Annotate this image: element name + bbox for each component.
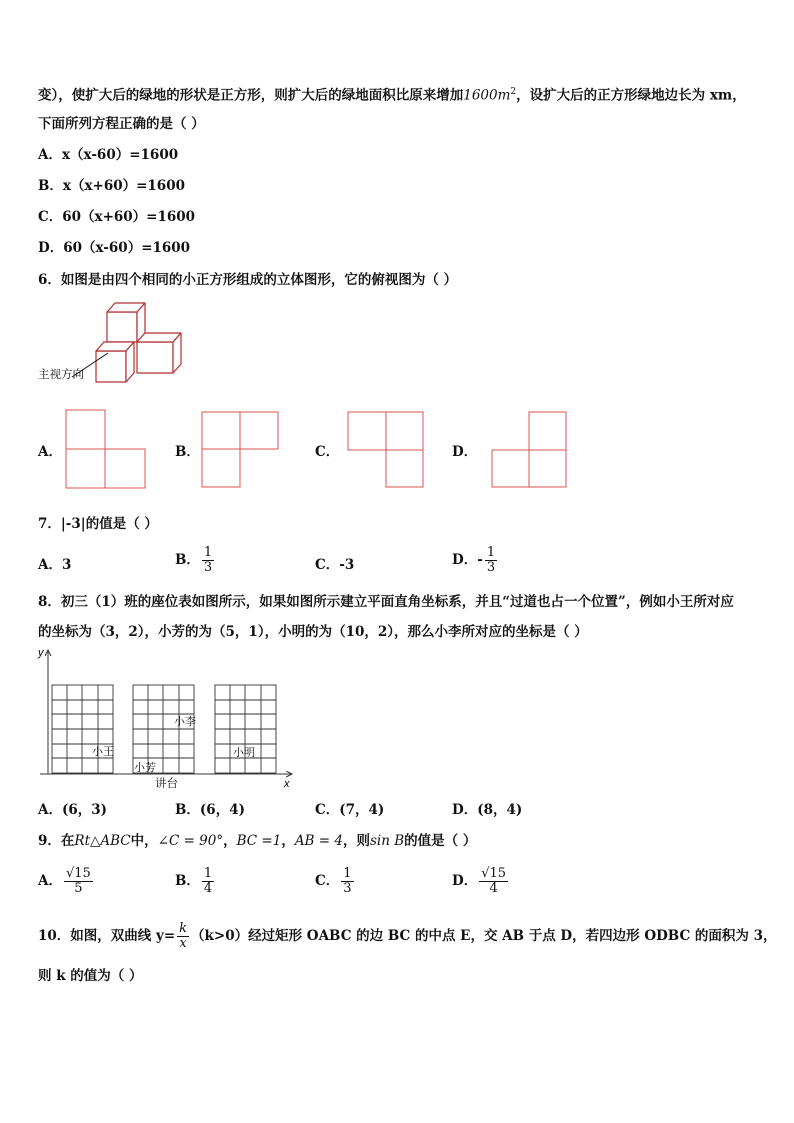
q9-a-numerator: √15 [65, 866, 91, 881]
q9-mid1: 中， [130, 833, 158, 849]
q6-option-a-label[interactable]: A． [38, 444, 62, 460]
q7-stem: 7．|-3|的值是（ ） [38, 516, 158, 532]
q5-area-exponent: 2 [510, 87, 517, 97]
q8-y-axis-label: y [38, 647, 44, 659]
q9-option-a-label: A． [38, 873, 62, 889]
q6-option-d-label[interactable]: D． [452, 444, 478, 460]
q9-a-denominator: 5 [64, 881, 93, 896]
q6-stem: 6．如图是由四个相同的小正方形组成的立体图形，它的俯视图为（ ） [38, 272, 458, 288]
q9-d-numerator: √15 [481, 866, 507, 881]
q9-suffix: 的值是（ ） [404, 833, 477, 849]
q9-comma2: ， [281, 833, 295, 849]
q7-option-d[interactable] [452, 546, 499, 575]
q9-option-d[interactable] [452, 867, 510, 896]
q7-b-denominator: 3 [203, 560, 213, 575]
q7-option-b-label: B． [175, 552, 200, 568]
q5-line1 [38, 83, 746, 105]
q6-option-c-grid[interactable] [344, 408, 428, 492]
q8-x-axis-label: x [284, 778, 290, 790]
q7-option-b-fraction [202, 546, 214, 575]
q5-option-a[interactable]: A．x（x-60）=1600 [38, 147, 179, 163]
q9-option-c[interactable] [315, 867, 356, 896]
q8-option-d[interactable]: D．(8，4) [452, 802, 523, 818]
q9-option-b-fraction [202, 867, 214, 896]
q8-label-xiaowang: 小王 [92, 746, 114, 758]
q5-area-unit: m [497, 87, 511, 104]
q6-option-c-label[interactable]: C． [315, 444, 340, 460]
q10-line2: 则 k 的值为（ ） [38, 968, 143, 984]
q6-direction-label: 主视方向 [38, 369, 84, 381]
q10-line1 [38, 922, 777, 951]
q10-denominator: x [177, 936, 189, 951]
q10-prefix: 10．如图，双曲线 y= [38, 928, 176, 944]
q9-option-a[interactable] [38, 867, 95, 896]
q9-stem [38, 832, 476, 850]
q7-option-d-fraction [485, 546, 497, 575]
q9-triangle: Rt△ABC [74, 833, 131, 849]
q8-label-xiaoming: 小明 [233, 747, 255, 759]
q5-line1-text: 变），使扩大后的绿地的形状是正方形，则扩大后的绿地面积比原来增加 [38, 87, 464, 104]
q9-bc: BC =1 [236, 833, 282, 849]
q10-rest: （k>0）经过矩形 OABC 的边 BC 的中点 E，交 AB 于点 D，若四边形 ODBC 的面积为 3， [191, 928, 777, 944]
q10-numerator: k [179, 921, 188, 936]
q9-c-numerator: 1 [343, 866, 352, 881]
q10-fraction [177, 922, 189, 951]
q6-cubes [96, 303, 181, 382]
q8-label-xiaoli: 小李 [174, 716, 196, 728]
q9-b-denominator: 4 [203, 881, 213, 896]
q7-option-d-label: D．- [452, 552, 483, 568]
q7-b-numerator: 1 [203, 545, 213, 560]
q9-option-b[interactable] [175, 867, 216, 896]
q8-label-podium: 讲台 [155, 778, 178, 790]
q7-option-b[interactable] [175, 546, 216, 575]
q9-option-d-label: D． [452, 873, 478, 889]
q5-option-c[interactable]: C．60（x+60）=1600 [38, 209, 196, 225]
q9-ab: AB = 4 [294, 833, 343, 849]
q8-seat-grids [52, 685, 276, 773]
q6-option-b-label[interactable]: B． [175, 444, 200, 460]
q6-option-b-grid[interactable] [198, 408, 288, 492]
q9-b-numerator: 1 [203, 866, 213, 881]
q8-label-xiaofang: 小芳 [134, 762, 156, 774]
q8-option-c[interactable]: C．(7，4) [315, 802, 385, 818]
q7-option-a[interactable]: A．3 [38, 557, 72, 573]
q7-d-numerator: 1 [486, 545, 496, 560]
q9-prefix: 9．在 [38, 833, 75, 849]
q8-option-a[interactable]: A．(6，3) [38, 802, 108, 818]
q9-option-c-fraction [341, 867, 353, 896]
q9-mid2: ，则 [342, 833, 370, 849]
q9-option-b-label: B． [175, 873, 200, 889]
q6-cube-figure [30, 298, 200, 394]
q9-d-radicand: 15 [489, 866, 507, 881]
q8-seat-chart [34, 644, 300, 792]
q9-option-c-label: C． [315, 873, 340, 889]
q7-d-denominator: 3 [486, 560, 496, 575]
q5-area-number: 1600 [463, 87, 498, 104]
q9-option-d-fraction [479, 867, 508, 896]
q9-a-radicand: 15 [74, 866, 91, 881]
q9-angle: ∠C = 90° [157, 833, 224, 849]
q5-option-d[interactable]: D．60（x-60）=1600 [38, 240, 191, 256]
q9-sin: sin B [369, 833, 405, 849]
q6-option-d-grid[interactable] [488, 408, 572, 492]
q6-option-a-grid[interactable] [62, 408, 152, 492]
q5-option-b[interactable]: B．x（x+60）=1600 [38, 178, 185, 194]
q9-c-denominator: 3 [343, 881, 352, 896]
q8-line1: 8．初三（1）班的座位表如图所示，如果如图所示建立平面直角坐标系，并且“过道也占一个位置”，例如小王所对应 [38, 594, 734, 610]
q5-line2: 下面所列方程正确的是（ ） [38, 116, 205, 132]
q8-option-b[interactable]: B．(6，4) [175, 802, 245, 818]
q9-d-denominator: 4 [479, 881, 508, 896]
q9-option-a-fraction [64, 867, 93, 896]
q7-option-c[interactable]: C．-3 [315, 557, 355, 573]
q5-line1-tail: ，设扩大后的正方形绿地边长为 xm， [516, 87, 746, 104]
q9-comma1: ， [223, 833, 237, 849]
q8-line2: 的坐标为（3，2），小芳的为（5，1），小明的为（10，2），那么小李所对应的坐标是（ ） [38, 624, 588, 640]
